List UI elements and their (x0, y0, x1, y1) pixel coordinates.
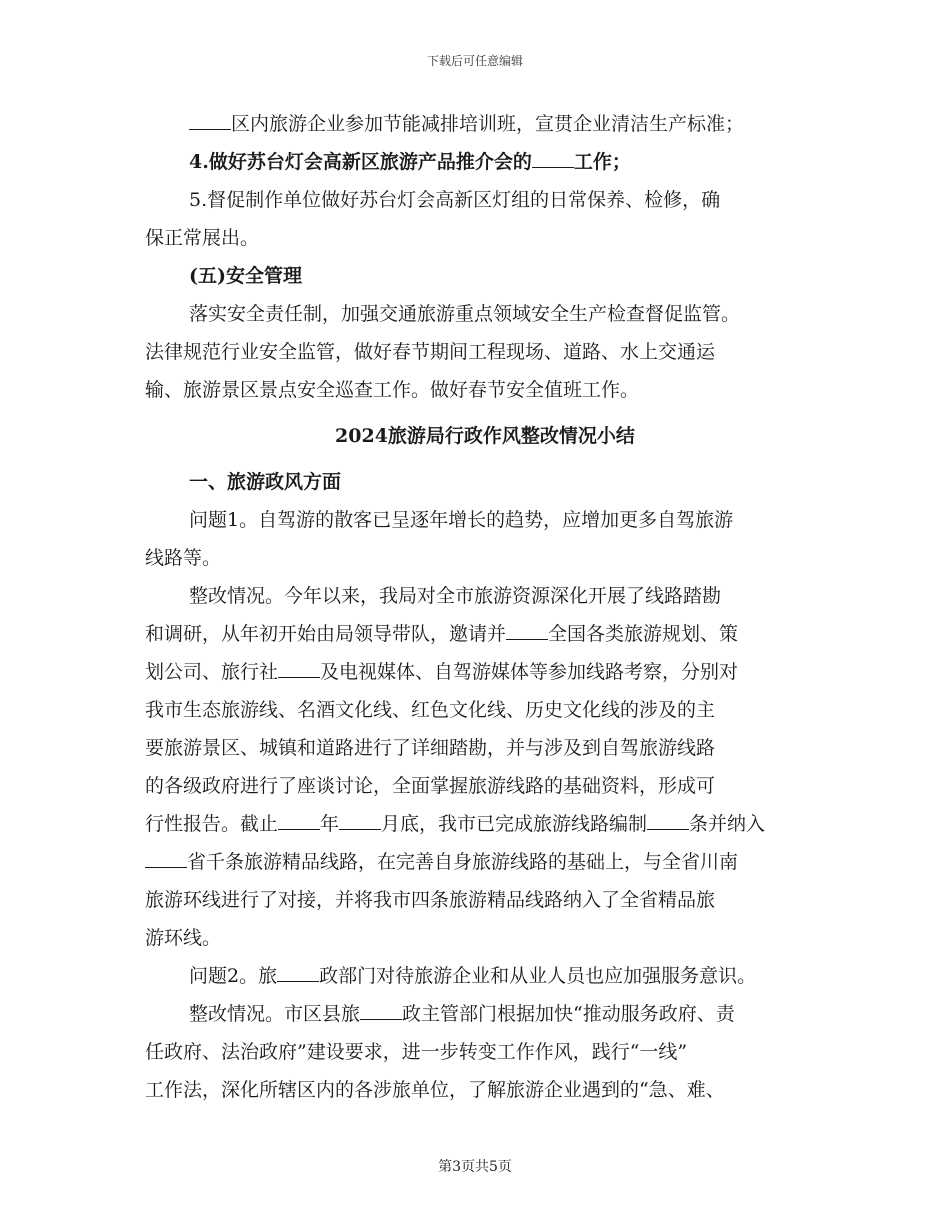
blank-underline (145, 849, 187, 868)
paragraph-line: 区内旅游企业参加节能减排培训班，宣贯企业清洁生产标准； (145, 105, 825, 143)
blank-underline (506, 621, 548, 640)
paragraph-line: 游环线。 (145, 927, 222, 949)
paragraph-line: 问题2。旅 政部门对待旅游企业和从业人员也应加强服务意识。 (189, 965, 757, 987)
paragraph-line: 要旅游景区、城镇和道路进行了详细踏勘，并与涉及到自驾旅游线路 (145, 737, 716, 759)
paragraph-line: 法律规范行业安全监管，做好春节期间工程现场、道路、水上交通运 (145, 341, 716, 363)
paragraph-line: 整改情况。今年以来，我局对全市旅游资源深化开展了线路踏勘 (189, 585, 722, 607)
paragraph-line: 保正常展出。 (145, 227, 260, 249)
blank-underline (277, 963, 319, 982)
paragraph-line: 任政府、法治政府”建设要求，进一步转变工作作风，践行“一线” (145, 1041, 688, 1063)
paragraph-line: 划公司、旅行社 及电视媒体、自驾游媒体等参加线路考察，分别对 (145, 661, 739, 683)
paragraph-line: 旅游环线进行了对接，并将我市四条旅游精品线路纳入了全省精品旅 (145, 889, 716, 911)
paragraph-line: 省千条旅游精品线路，在完善自身旅游线路的基础上，与全省川南 (145, 843, 825, 881)
document-title: 2024旅游局行政作风整改情况小结 (335, 425, 635, 447)
blank-underline (532, 149, 574, 168)
blank-underline (647, 811, 689, 830)
paragraph-line: 落实安全责任制，加强交通旅游重点领域安全生产检查督促监管。 (189, 303, 741, 325)
paragraph-line: 和调研，从年初开始由局领导带队，邀请并 全国各类旅游规划、策 (145, 623, 739, 645)
blank-underline (360, 1001, 402, 1020)
paragraph-line: 5.督促制作单位做好苏台灯会高新区灯组的日常保养、检修，确 (189, 189, 721, 211)
paragraph-line: 线路等。 (145, 547, 222, 569)
paragraph-line: 问题1。自驾游的散客已呈逐年增长的趋势，应增加更多自驾旅游 (189, 509, 734, 531)
section-heading: 一、旅游政风方面 (189, 471, 342, 493)
page-header: 下载后可任意编辑 (426, 54, 523, 68)
paragraph-line: 行性报告。截止 年 月底，我市已完成旅游线路编制 条并纳入 (145, 813, 766, 835)
section-heading: (五)安全管理 (189, 265, 302, 287)
document-body (145, 105, 825, 1109)
blank-underline (189, 111, 231, 130)
paragraph-line: 工作法，深化所辖区内的各涉旅单位，了解旅游企业遇到的“急、难、 (145, 1079, 725, 1101)
blank-underline (339, 811, 381, 830)
blank-underline (278, 659, 320, 678)
blank-underline (278, 811, 320, 830)
paragraph-line: 4.做好苏台灯会高新区旅游产品推介会的 工作； (189, 151, 631, 173)
paragraph-line: 的各级政府进行了座谈讨论，全面掌握旅游线路的基础资料，形成可 (145, 775, 716, 797)
paragraph-line: 输、旅游景区景点安全巡查工作。做好春节安全值班工作。 (145, 379, 640, 401)
paragraph-line: 我市生态旅游线、名酒文化线、红色文化线、历史文化线的涉及的主 (145, 699, 716, 721)
paragraph-line: 整改情况。市区县旅 政主管部门根据加快“推动服务政府、责 (189, 1003, 735, 1025)
page-footer: 第3页共5页 (438, 1159, 512, 1175)
